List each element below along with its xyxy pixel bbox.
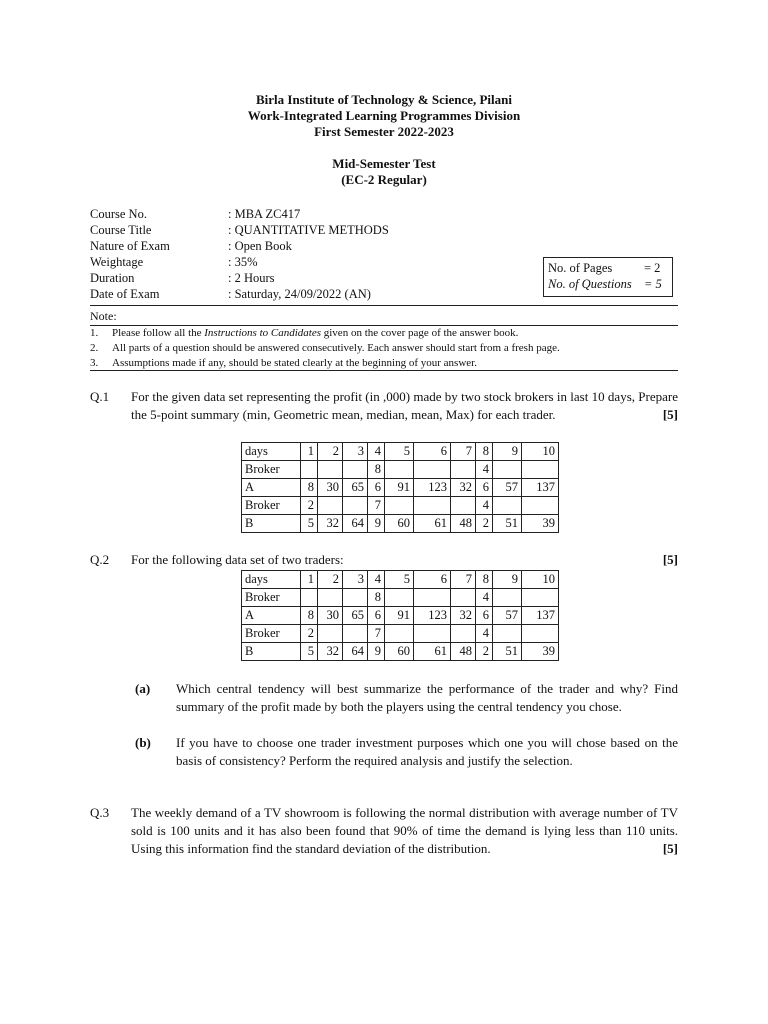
table-row: A 8 30 65 6 91 123 32 6 57 137 (242, 479, 559, 497)
info-row (90, 238, 389, 254)
info-label: Course Title (90, 223, 152, 237)
notes-title: Note: (90, 309, 117, 323)
info-row (90, 254, 389, 270)
info-label: Duration (90, 271, 135, 285)
info-label: Date of Exam (90, 287, 160, 301)
note-item: 3. Assumptions made if any, should be stated clearly at the beginning of your answer. (90, 357, 477, 369)
question-2a (135, 680, 678, 716)
table-row: B 5 32 64 9 60 61 48 2 51 39 (242, 515, 559, 533)
question-text: For the following data set of two traders: (131, 552, 344, 567)
profit-table-2 (241, 570, 559, 661)
question-number: Q.1 (90, 389, 110, 404)
table-row: Broker 2 7 4 (242, 625, 559, 643)
question-marks: [5] (662, 407, 678, 422)
question-marks: [5] (662, 841, 678, 856)
table-row: days 1 2 3 4 5 6 7 8 9 10 (242, 443, 559, 461)
test-name: Mid-Semester Test (332, 156, 436, 171)
table-row: B 5 32 64 9 60 61 48 2 51 39 (242, 643, 559, 661)
profit-table-1 (241, 442, 559, 533)
questions-label: No. of Questions (548, 277, 632, 291)
question-2b (135, 734, 678, 770)
info-label: Course No. (90, 207, 147, 221)
pages-value: = 2 (644, 261, 661, 275)
sub-text: Which central tendency will best summarize the performance of the trader and why? Find summary of the profit made by both the players using the central tendency you chose. (176, 681, 678, 714)
test-type: (EC-2 Regular) (341, 172, 427, 187)
question-text: The weekly demand of a TV showroom is following the normal distribution with average number of TV sold is 100 units and it has also been found that 90% of time the demand is lying less than 110 units. Using this information find the standard deviation of the distribution. (131, 805, 678, 856)
question-3 (90, 804, 678, 858)
course-info (90, 206, 389, 302)
institute-name: Birla Institute of Technology & Science, Pilani (255, 92, 513, 107)
note-item: 2. All parts of a question should be answered consecutively. Each answer should start from a fresh page. (90, 342, 560, 354)
info-value: : 35% (228, 255, 258, 269)
division-name: Work-Integrated Learning Programmes Division (247, 108, 521, 123)
table-row: A 8 30 65 6 91 123 32 6 57 137 (242, 607, 559, 625)
info-label: Nature of Exam (90, 239, 170, 253)
table-row: days 1 2 3 4 5 6 7 8 9 10 (242, 571, 559, 589)
info-value: : QUANTITATIVE METHODS (228, 223, 389, 237)
info-value: : Saturday, 24/09/2022 (AN) (228, 287, 371, 301)
info-label: Weightage (90, 255, 144, 269)
page-count-box (543, 257, 673, 297)
question-1 (90, 388, 678, 424)
semester: First Semester 2022-2023 (314, 124, 454, 139)
table-row: Broker 2 7 4 (242, 497, 559, 515)
sub-text: If you have to choose one trader investment purposes which one you will chose based on the basis of consistency? Perform the required analysis and justify the selection. (176, 735, 678, 768)
question-text: For the given data set representing the profit (in ,000) made by two stock brokers in last 10 days, Prepare the 5-point summary (min, Geometric mean, median, mean, Max) for each trader. (131, 389, 678, 422)
table-row: Broker 8 4 (242, 461, 559, 479)
info-row (90, 206, 389, 222)
divider (90, 305, 678, 306)
exam-header (0, 92, 768, 188)
question-number: Q.3 (90, 805, 110, 820)
info-row (90, 222, 389, 238)
info-value: : MBA ZC417 (228, 207, 301, 221)
table-row: Broker 8 4 (242, 589, 559, 607)
question-number: Q.2 (90, 552, 110, 567)
sub-label: (b) (135, 735, 151, 750)
sub-label: (a) (135, 681, 151, 696)
info-value: : 2 Hours (228, 271, 275, 285)
info-value: : Open Book (228, 239, 292, 253)
pages-label: No. of Pages (548, 261, 613, 275)
info-row (90, 286, 389, 302)
notes (90, 309, 680, 371)
question-2 (90, 551, 678, 569)
note-item: 1. Please follow all the Instructions to Candidates given on the cover page of the answer book. (90, 327, 519, 339)
divider (90, 370, 678, 371)
info-row (90, 270, 389, 286)
question-marks: [5] (662, 552, 678, 567)
questions-value: = 5 (644, 277, 662, 291)
